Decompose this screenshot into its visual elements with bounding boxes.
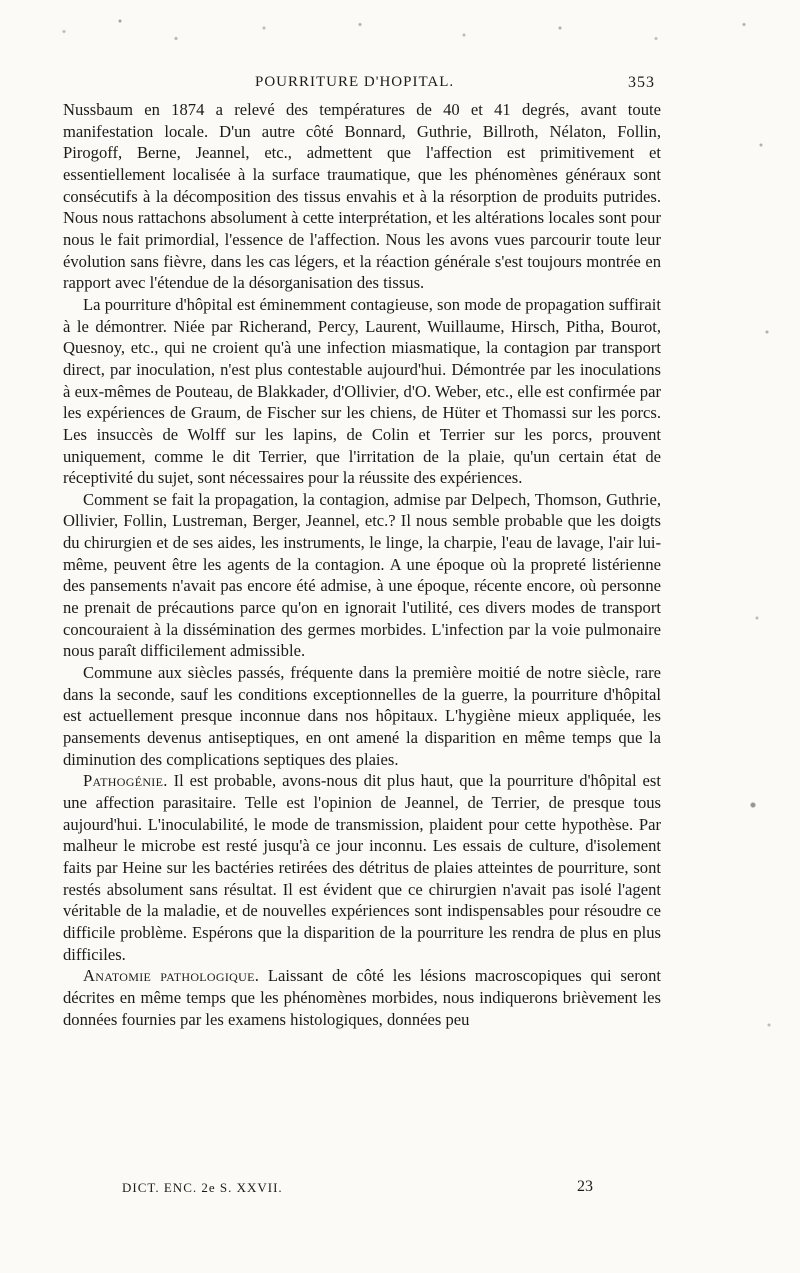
paragraph-1-text: Nussbaum en 1874 a relevé des températures de 40 et 41 degrés, avant toute manifestation locale. D'un autre côté Bonnard, Guthrie, Billroth, Nélaton, Follin, Pirogoff, Berne, Jeannel, etc., admettent que l'affection est primitivement et essentiellement localisée à la surface traumatique, que les phénomènes généraux sont consécutifs à la décomposition des tissus envahis et à la résorption de produits putrides. Nous nous rattachons absolument à cette interprétation, et les altérations locales sont pour nous le fait primordial, l'essence de l'affection. Nous les avons vues parcourir toute leur évolution sans fièvre, dans les cas légers, et la réaction générale s'est toujours montrée en rapport avec l'étendue de la désorganisation des tissus. <box>63 100 661 293</box>
sheet-number: 23 <box>577 1178 593 1195</box>
scan-noise-top <box>0 0 800 70</box>
section-heading-anatomie: Anatomie pathologique. <box>83 966 260 986</box>
paragraph-pathogenie <box>63 770 661 965</box>
paragraph-4 <box>63 662 661 770</box>
page-footer <box>122 1180 602 1200</box>
paragraph-anatomie-text: Laissant de côté les lésions macroscopiques qui seront décrites en même temps que les phénomènes morbides, nous indiquerons brièvement les données fournies par les examens histologiques, données peu <box>63 966 661 1029</box>
page-number: 353 <box>628 74 655 91</box>
paragraph-4-text: Commune aux siècles passés, fréquente dans la première moitié de notre siècle, rare dans la seconde, sauf les conditions exceptionnelles de la guerre, la pourriture d'hôpital est actuellement presque inconnue dans nos hôpitaux. L'hygiène mieux appliquée, les pansements devenus antiseptiques, en ont amené la disparition en même temps que la diminution des complications septiques des plaies. <box>63 663 661 769</box>
paragraph-anatomie <box>63 965 661 1030</box>
running-title: POURRITURE D'HOPITAL. <box>255 74 455 90</box>
section-heading-pathogenie: Pathogénie. <box>83 771 168 791</box>
paragraph-2 <box>63 294 661 489</box>
paragraph-2-text: La pourriture d'hôpital est éminemment contagieuse, son mode de propagation suffirait à le démontrer. Niée par Richerand, Percy, Laurent, Wuillaume, Hirsch, Pitha, Bourot, Quesnoy, etc., qui ne croient qu'à une infection miasmatique, la contagion par transport direct, par inoculation, n'est plus contestable aujourd'hui. Démontrée par les inoculations à eux-mêmes de Pouteau, de Blakkader, d'Ollivier, d'O. Weber, etc., elle est confirmée par les expériences de Graum, de Fischer sur les chiens, de Hüter et Thomassi sur les porcs. Les insuccès de Wolff sur les lapins, de Colin et Terrier sur les porcs, prouvent uniquement, comme le dit Terrier, que l'irritation de la plaie, qu'un certain état de réceptivité du sujet, sont nécessaires pour la réussite des expériences. <box>63 294 661 488</box>
printer-signature: DICT. ENC. 2e S. XXVII. <box>122 1180 283 1195</box>
paragraph-pathogenie-text: Il est probable, avons-nous dit plus haut, que la pourriture d'hôpital est une affection parasitaire. Telle est l'opinion de Jeannel, de Terrier, de presque tous aujourd'hui. L'inoculabilité, le mode de transmission, plaident pour cette hypothèse. Par malheur le microbe est resté jusqu'à ce jour inconnu. Les essais de culture, d'isolement faits par Heine sur les bactéries retirées des détritus de plaies atteintes de pourriture, sont restés absolument sans résultat. Il est évident que ce chirurgien n'avait pas isolé l'agent véritable de la maladie, et de nouvelles expériences sont indispensables pour résoudre ce difficile problème. Espérons que la disparition de la pourriture les rendra de plus en plus difficiles. <box>63 771 661 964</box>
paragraph-3-text: Comment se fait la propagation, la contagion, admise par Delpech, Thomson, Guthrie, Ollivier, Follin, Lustreman, Berger, Jeannel, etc.? Il nous semble probable que les doigts du chirurgien et de ses aides, les instruments, le linge, la charpie, l'eau de lavage, l'air lui-même, peuvent être les agents de la contagion. A une époque où la propreté listérienne des pansements n'avait pas encore été admise, à une époque, récente encore, où personne ne prenait de précautions parce qu'on en ignorait l'utilité, ces divers modes de transport concouraient à la dissémination des germes morbides. L'infection par la voie pulmonaire nous paraît difficilement admissible. <box>63 489 661 661</box>
paragraph-3 <box>63 489 661 662</box>
scan-noise-margin <box>745 90 785 1190</box>
paragraph-1 <box>63 99 661 294</box>
running-head <box>65 74 655 96</box>
body-text <box>63 99 661 1030</box>
